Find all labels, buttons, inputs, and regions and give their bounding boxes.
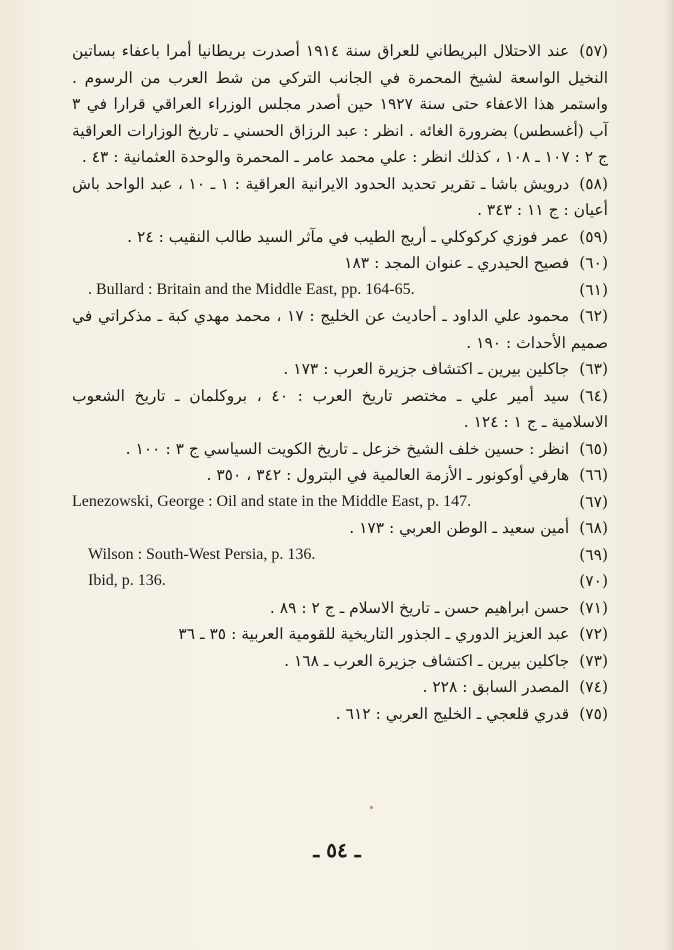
- footnote-61: [72, 277, 608, 304]
- footnote-58: [72, 171, 608, 224]
- footnote-text: عمر فوزي كركوكلي ـ أريج الطيب في مآثر السيد طالب النقيب : ٢٤ .: [127, 227, 570, 246]
- footnote-text: انظر : حسين خلف الشيخ خزعل ـ تاريخ الكويت السياسي ج ٣ : ١٠٠ .: [125, 439, 570, 458]
- footnote-number: (٦٨): [579, 519, 608, 537]
- footnote-number: (٦٧): [579, 492, 608, 511]
- page-number: ـ ٥٤ ـ: [313, 838, 361, 862]
- footnote-text: . Bullard : Britain and the Middle East, pp. 164-65.: [88, 280, 415, 298]
- footnote-text: درويش باشا ـ تقرير تحديد الحدود الايرانية العراقية : ١ ـ ١٠ ، عبد الواحد باش أعيان : ج ١١ : ٣٤٣ .: [72, 174, 608, 219]
- footnote-number: (٦٠): [579, 254, 608, 272]
- footnote-74: [72, 674, 608, 701]
- footnote-66: [72, 462, 608, 489]
- footnote-number: (٧٢): [579, 625, 608, 643]
- footnote-number: (٦٣): [579, 360, 608, 378]
- footnote-text: Lenezowski, George : Oil and state in the Middle East, p. 147.: [72, 492, 472, 510]
- footnote-70: [72, 568, 608, 595]
- footnote-number: (٧٥): [579, 704, 608, 723]
- footnote-number: (٧٤): [579, 678, 608, 696]
- footnote-64: [72, 383, 608, 436]
- footnote-number: (٧١): [579, 598, 608, 617]
- footnote-60: [72, 250, 608, 277]
- footnotes-list: [72, 38, 608, 727]
- footnote-text: المصدر السابق : ٢٢٨ .: [422, 678, 570, 696]
- footnote-number: (٥٧): [579, 42, 609, 60]
- footnote-text: قدري قلعجي ـ الخليج العربي : ٦١٢ .: [335, 704, 570, 723]
- footnote-72: [72, 621, 608, 648]
- footnote-text: حسن ابراهيم حسن ـ تاريخ الاسلام ـ ج ٢ : ٨٩ .: [269, 598, 570, 617]
- footnote-71: [72, 595, 608, 622]
- footnote-73: [72, 648, 608, 675]
- footnote-69: [72, 542, 608, 569]
- footnote-text: Ibid, p. 136.: [88, 572, 166, 589]
- paper-speck: [370, 806, 373, 809]
- footnote-number: (٧٠): [579, 572, 608, 590]
- footnote-75: [72, 701, 608, 728]
- footnote-text: هارفي أوكونور ـ الأزمة العالمية في البترول : ٣٤٢ ، ٣٥٠ .: [206, 466, 570, 484]
- footnote-number: (٥٩): [579, 227, 608, 246]
- footnote-number: (٦٤): [579, 386, 608, 405]
- footnote-text: عبد العزيز الدوري ـ الجذور التاريخية للقومية العربية : ٣٥ ـ ٣٦: [178, 625, 570, 643]
- footnote-number: (٦١): [579, 280, 608, 299]
- footnote-number: (٦٥): [579, 439, 608, 458]
- footnote-text: أمين سعيد ـ الوطن العربي : ١٧٣ .: [349, 519, 570, 537]
- footnote-text: محمود علي الداود ـ أحاديث عن الخليج : ١٧ ، محمد مهدي كبة ـ مذكراتي في صميم الأحداث : ١٩٠ .: [72, 307, 608, 352]
- footnote-text: سيد أمير علي ـ مختصر تاريخ العرب : ٤٠ ، بروكلمان ـ تاريخ الشعوب الاسلامية ـ ج ١ : ١٢٤ .: [72, 386, 608, 431]
- footnote-text: جاكلين بيرين ـ اكتشاف جزيرة العرب ـ ١٦٨ .: [284, 651, 570, 670]
- page-spine-shadow: [664, 0, 674, 950]
- footnote-number: (٦٦): [579, 466, 608, 484]
- footnote-text: فصيح الحيدري ـ عنوان المجد : ١٨٣: [344, 254, 570, 272]
- footnote-number: (٥٨): [579, 174, 609, 193]
- footnote-65: [72, 436, 608, 463]
- footnote-57: [72, 38, 608, 171]
- footnote-text: عند الاحتلال البريطاني للعراق سنة ١٩١٤ أصدرت بريطانيا أمرا باعفاء بساتين النخيل الواسعة لشيخ المحمرة في الجانب التركي من شط العرب من الرسوم . واستمر هذا الاعفاء حتى سنة ١٩٢٧ حين أصدر مجلس الوزراء العراقي قرارا في ٣ آب (أغسطس) بضرورة الغائه . انظر : عبد الرزاق الحسني ـ تاريخ الوزارات العراقية ج ٢ : ١٠٧ ـ ١٠٨ ، كذلك انظر : علي محمد عامر ـ المحمرة والوحدة العثمانية : ٤٣ .: [72, 42, 608, 166]
- footnote-68: [72, 515, 608, 542]
- footnote-number: (٦٢): [579, 307, 608, 325]
- footnote-59: [72, 224, 608, 251]
- footnote-67: [72, 489, 608, 516]
- footnote-number: (٦٩): [579, 545, 608, 564]
- footnote-text: Wilson : South-West Persia, p. 136.: [88, 545, 316, 563]
- footnote-number: (٧٣): [579, 651, 608, 670]
- footnote-63: [72, 356, 608, 383]
- footnote-62: [72, 303, 608, 356]
- footnote-text: جاكلين بيرين ـ اكتشاف جزيرة العرب : ١٧٣ .: [283, 360, 570, 378]
